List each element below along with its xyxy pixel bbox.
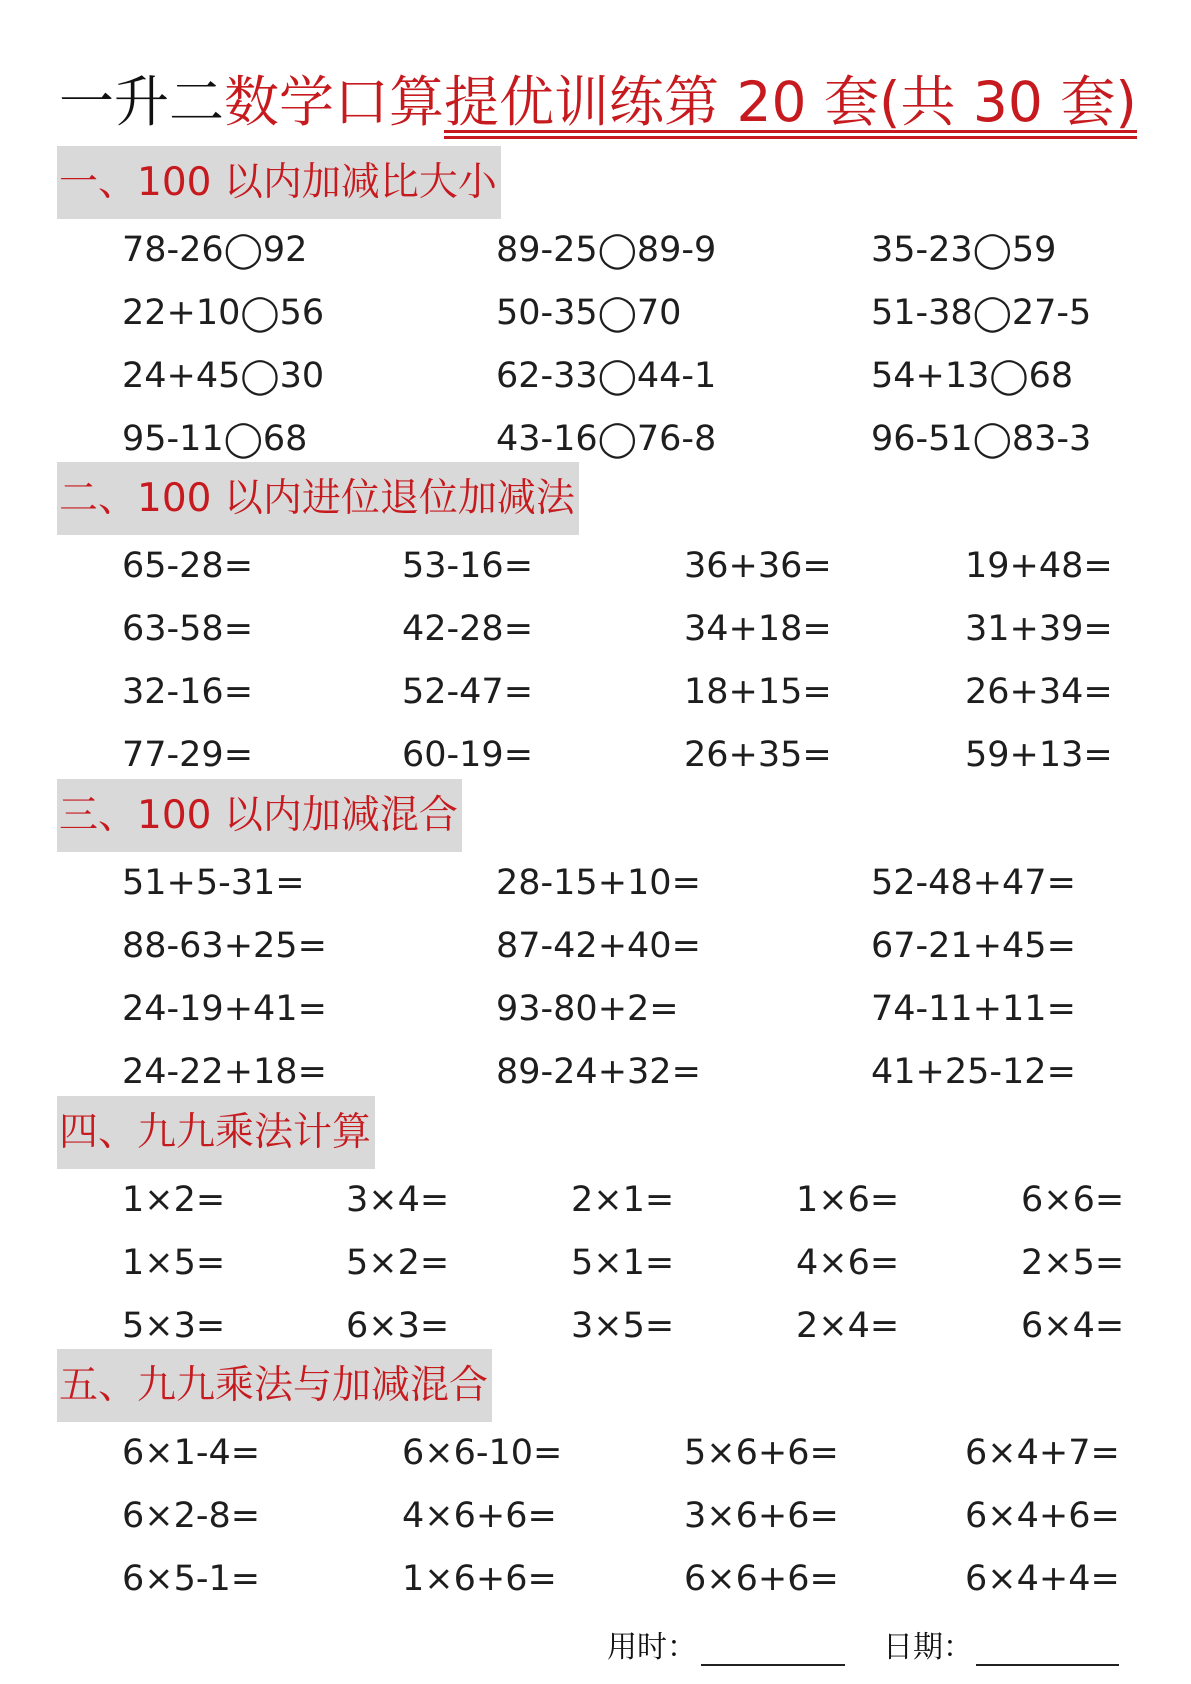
multiplication-problem: 1×5= (122, 1243, 226, 1283)
title-set-info: 提优训练第 20 套(共 30 套) (444, 75, 1137, 139)
multiply-mixed-problem: 6×5-1= (122, 1559, 261, 1599)
calculation-problem: 34+18= (684, 609, 832, 649)
comparison-problem: 50-35◯70 (496, 293, 682, 333)
section-heading-compare: 一、100 以内加减比大小 (57, 146, 501, 219)
mixed-problem: 24-22+18= (122, 1052, 327, 1092)
multiply-mixed-problem: 5×6+6= (684, 1433, 839, 1473)
multiplication-problem: 4×6= (796, 1243, 900, 1283)
calculation-problem: 26+34= (965, 672, 1113, 712)
comparison-problem: 62-33◯44-1 (496, 356, 717, 396)
calculation-problem: 53-16= (402, 546, 534, 586)
multiply-mixed-problem: 6×4+4= (965, 1559, 1120, 1599)
problem-grid-mixed-add-subtract (122, 852, 1121, 1104)
comparison-problem: 96-51◯83-3 (871, 419, 1092, 459)
multiply-mixed-problem: 1×6+6= (402, 1559, 557, 1599)
multiplication-problem: 6×4= (1021, 1306, 1125, 1346)
multiplication-problem: 1×2= (122, 1180, 226, 1220)
mixed-problem: 93-80+2= (496, 989, 679, 1029)
multiply-mixed-problem: 6×1-4= (122, 1433, 261, 1473)
multiply-mixed-problem: 6×6+6= (684, 1559, 839, 1599)
multiplication-problem: 3×4= (346, 1180, 450, 1220)
calculation-problem: 26+35= (684, 735, 832, 775)
mixed-problem: 28-15+10= (496, 863, 701, 903)
calculation-problem: 32-16= (122, 672, 254, 712)
comparison-problem: 89-25◯89-9 (496, 230, 717, 270)
mixed-problem: 51+5-31= (122, 863, 305, 903)
multiplication-problem: 2×4= (796, 1306, 900, 1346)
comparison-problem: 54+13◯68 (871, 356, 1074, 396)
multiply-mixed-problem: 3×6+6= (684, 1496, 839, 1536)
date-blank-line (976, 1664, 1119, 1666)
multiply-mixed-problem: 4×6+6= (402, 1496, 557, 1536)
time-label: 用时： (607, 1630, 697, 1665)
calculation-problem: 18+15= (684, 672, 832, 712)
calculation-problem: 42-28= (402, 609, 534, 649)
calculation-problem: 59+13= (965, 735, 1113, 775)
calculation-problem: 19+48= (965, 546, 1113, 586)
multiplication-problem: 6×3= (346, 1306, 450, 1346)
calculation-problem: 77-29= (122, 735, 254, 775)
problem-grid-multiply-mixed (122, 1422, 1145, 1611)
mixed-problem: 87-42+40= (496, 926, 701, 966)
problem-grid-compare (122, 219, 1121, 471)
calculation-problem: 36+36= (684, 546, 832, 586)
section-heading-carry-borrow: 二、100 以内进位退位加减法 (57, 462, 579, 535)
multiply-mixed-problem: 6×4+7= (965, 1433, 1120, 1473)
comparison-problem: 24+45◯30 (122, 356, 325, 396)
multiply-mixed-problem: 6×2-8= (122, 1496, 261, 1536)
comparison-problem: 22+10◯56 (122, 293, 325, 333)
problem-grid-carry-borrow (122, 535, 1145, 787)
calculation-problem: 52-47= (402, 672, 534, 712)
time-blank-line (701, 1664, 845, 1666)
comparison-problem: 51-38◯27-5 (871, 293, 1092, 333)
section-heading-multiplication: 四、九九乘法计算 (57, 1096, 375, 1169)
multiplication-problem: 2×5= (1021, 1243, 1125, 1283)
calculation-problem: 31+39= (965, 609, 1113, 649)
multiplication-problem: 1×6= (796, 1180, 900, 1220)
comparison-problem: 35-23◯59 (871, 230, 1057, 270)
title-subject: 数学口算 (224, 70, 445, 134)
multiplication-problem: 6×6= (1021, 1180, 1125, 1220)
mixed-problem: 41+25-12= (871, 1052, 1076, 1092)
date-label: 日期： (883, 1630, 973, 1665)
multiplication-problem: 5×1= (571, 1243, 675, 1283)
comparison-problem: 43-16◯76-8 (496, 419, 717, 459)
comparison-problem: 95-11◯68 (122, 419, 308, 459)
problem-grid-multiplication (122, 1169, 1161, 1358)
multiplication-problem: 5×2= (346, 1243, 450, 1283)
section-heading-multiply-mixed: 五、九九乘法与加减混合 (57, 1349, 492, 1422)
mixed-problem: 89-24+32= (496, 1052, 701, 1092)
calculation-problem: 65-28= (122, 546, 254, 586)
multiplication-problem: 3×5= (571, 1306, 675, 1346)
mixed-problem: 67-21+45= (871, 926, 1076, 966)
title-grade: 一升二 (59, 70, 225, 134)
calculation-problem: 63-58= (122, 609, 254, 649)
multiply-mixed-problem: 6×6-10= (402, 1433, 563, 1473)
multiplication-problem: 2×1= (571, 1180, 675, 1220)
section-heading-mixed-add-subtract: 三、100 以内加减混合 (57, 779, 462, 852)
multiplication-problem: 5×3= (122, 1306, 226, 1346)
calculation-problem: 60-19= (402, 735, 534, 775)
mixed-problem: 24-19+41= (122, 989, 327, 1029)
mixed-problem: 52-48+47= (871, 863, 1076, 903)
mixed-problem: 88-63+25= (122, 926, 327, 966)
mixed-problem: 74-11+11= (871, 989, 1076, 1029)
worksheet-title (59, 70, 1137, 139)
multiply-mixed-problem: 6×4+6= (965, 1496, 1120, 1536)
comparison-problem: 78-26◯92 (122, 230, 308, 270)
